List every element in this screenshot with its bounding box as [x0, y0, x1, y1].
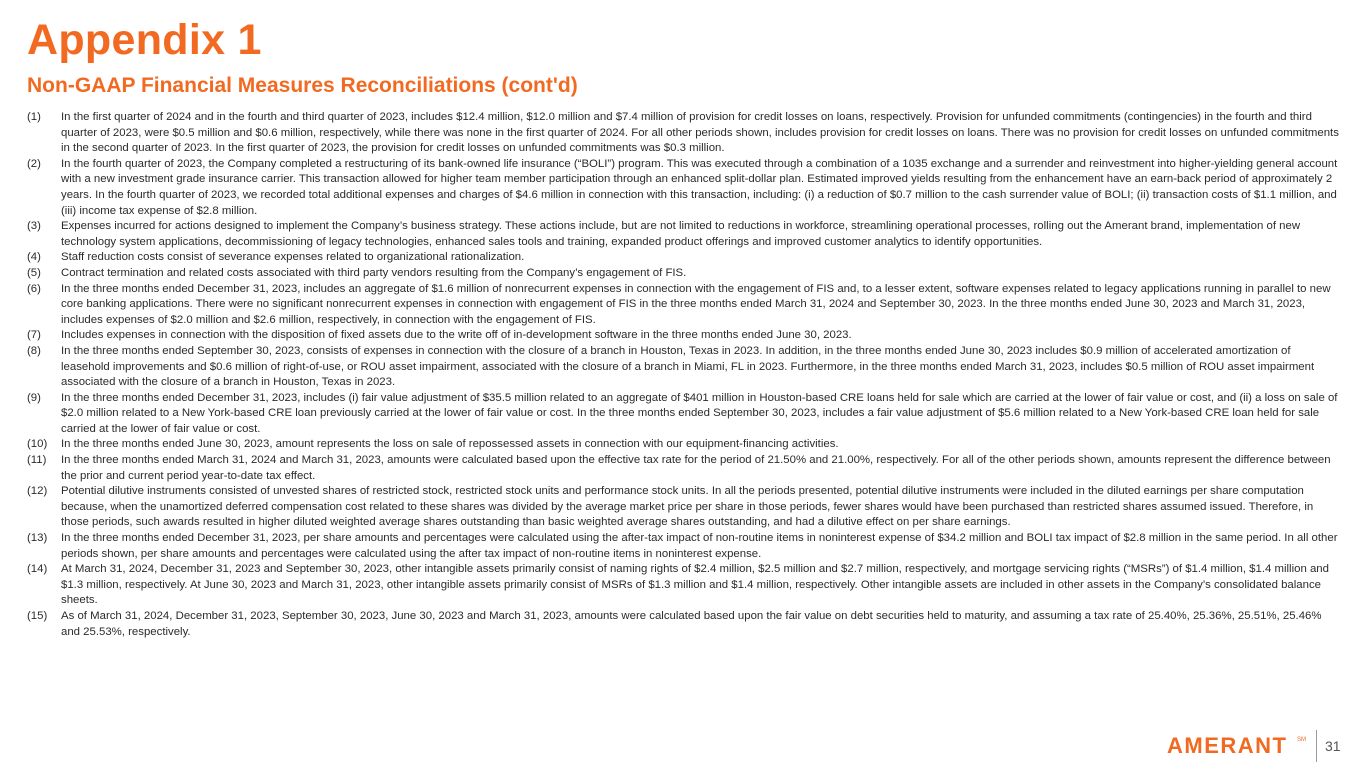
footnote-text: Contract termination and related costs associated with third party vendors resulting from the Company’s engagement of FIS.	[61, 266, 687, 279]
footnote-text: In the three months ended March 31, 2024 and March 31, 2023, amounts were calculated based upon the effective tax rate for the period of 21.50% and 21.00%, respectively. For all of the other periods shown, amounts represent the difference between the prior and current period year-to-date tax effect.	[61, 454, 1331, 482]
footnote-text: Expenses incurred for actions designed to implement the Company’s business strategy. These actions include, but are not limited to reductions in workforce, streamlining operational processes, rolling out the Amerant brand, implementation of new technology system applications, decommissioning of legacy technologies, enhanced sales tools and training, expanded product offerings and improved customer analytics to identify opportunities.	[61, 220, 1301, 248]
footnote-text: In the fourth quarter of 2023, the Company completed a restructuring of its bank-owned life insurance (“BOLI”) program. This was executed through a combination of a 1035 exchange and a surrender and reinvestment into higher-yielding general account with a new investment grade insurance carrier. This transaction allowed for higher team member participation through an enhanced split-dollar plan. Estimated improved yields resulting from the enhancement have an earn-back period of approximately 2 years. In the fourth quarter of 2023, we recorded total additional expenses and charges of $4.6 million in connection with this transaction, including: (i) a reduction of $0.7 million to the cash surrender value of BOLI; (ii) transaction costs of $1.1 million, and (iii) income tax expense of $2.8 million.	[61, 157, 1338, 217]
footnote-number: (15)	[27, 610, 48, 622]
footnote-item	[27, 391, 1339, 438]
footnote-item	[27, 484, 1339, 531]
footnote-text: Potential dilutive instruments consisted of unvested shares of restricted stock, restricted stock units and performance stock units. In all the periods presented, potential dilutive instruments were included in the diluted earnings per share computation because, when the unamortized deferred compensation cost related to these shares was divided by the average market price per share in those periods, fewer shares would have been purchased than restricted shares assumed issued. Therefore, in those periods, such awards resulted in higher diluted weighted average shares outstanding than basic weighted average shares outstanding, and had a dilutive effect on per share earnings.	[61, 485, 1314, 529]
footnote-number: (14)	[27, 563, 48, 576]
footer-divider	[1316, 730, 1317, 762]
footnote-number: (11)	[27, 454, 47, 467]
footnote-item	[27, 437, 1339, 453]
footnote-text: In the first quarter of 2024 and in the fourth and third quarter of 2023, includes $12.4 million, $12.0 million and $7.4 million of provision for credit losses on loans, respectively. Provision for unfunded commitments (contingencies) in the fourth and third quarter of 2023, were $0.5 million and $0.6 million, respectively, while there was none in the first quarter of 2024. For all other periods shown, includes provision for credit losses on loans. There was no provision for credit losses on unfunded commitments in the second quarter of 2023. In the first quarter of 2023, the provision for credit losses on unfunded commitments was $0.3 million.	[61, 111, 1339, 155]
footnote-text: In the three months ended December 31, 2023, includes an aggregate of $1.6 million of nonrecurrent expenses in connection with the engagement of FIS and, to a lesser extent, software expenses related to legacy applications running in parallel to new core banking applications. There were no significant nonrecurrent expenses in connection with engagement of FIS in the three months ended March 31, 2024 and September 30, 2023. In the three months ended June 30, 2023 and March 31, 2023, includes expenses of $2.0 million and $2.6 million, respectively, in connection with the engagement of FIS.	[61, 282, 1331, 326]
footnote-item	[27, 157, 1339, 219]
footnote-number: (10)	[27, 438, 48, 451]
footnote-item	[27, 110, 1339, 157]
footnote-item	[27, 266, 1339, 282]
footnote-number: (4)	[27, 251, 41, 264]
footnote-number: (7)	[27, 329, 41, 342]
footnote-text: At March 31, 2024, December 31, 2023 and September 30, 2023, other intangible assets primarily consist of naming rights of $2.4 million, $2.5 million and $2.7 million, respectively, and mortgage servicing rights (“MSRs”) of $1.4 million, $1.4 million and $1.3 million, respectively. At June 30, 2023 and March 31, 2023, other intangible assets primarily consist of MSRs of $1.3 million and $1.4 million, respectively. Other intangible assets are included in other assets in the Company’s consolidated balance sheets.	[61, 563, 1329, 607]
footnote-item	[27, 453, 1339, 484]
page-number: 31	[1325, 738, 1341, 754]
footnote-number: (2)	[27, 157, 41, 170]
footnote-text: As of March 31, 2024, December 31, 2023, September 30, 2023, June 30, 2023 and March 31, 2023, amounts were calculated based upon the fair value on debt securities held to maturity, and assuming a tax rate of 25.40%, 25.36%, 25.51%, 25.46% and 25.53%, respectively.	[61, 610, 1322, 638]
footnotes-list	[27, 110, 1339, 640]
footnote-item	[27, 609, 1339, 640]
footnote-text: Includes expenses in connection with the disposition of fixed assets due to the write off of in-development software in the three months ended June 30, 2023.	[61, 329, 852, 342]
footnote-item	[27, 250, 1339, 266]
footnote-text: In the three months ended September 30, 2023, consists of expenses in connection with the closure of a branch in Houston, Texas in 2023. In addition, in the three months ended June 30, 2023 includes $0.9 million of accelerated amortization of leasehold improvements and $0.6 million of right-of-use, or ROU asset impairment, associated with the closure of a branch in Miami, FL in 2023. Furthermore, in the three months ended March 31, 2023, includes $0.5 million of ROU asset impairment associated with the closure of a branch in Houston, Texas in 2023.	[61, 344, 1315, 389]
footnote-number: (9)	[27, 391, 41, 404]
footnote-text: Staff reduction costs consist of severance expenses related to organizational rationalization.	[61, 251, 525, 264]
svg-text:AMERANT: AMERANT	[1167, 734, 1288, 756]
page-subtitle: Non-GAAP Financial Measures Reconciliations (cont'd)	[27, 74, 578, 97]
footnote-item	[27, 344, 1339, 391]
amerant-logo	[1167, 734, 1307, 756]
footnote-number: (12)	[27, 485, 48, 498]
footnote-number: (6)	[27, 282, 41, 295]
footnote-number: (3)	[27, 220, 41, 233]
footnote-number: (13)	[27, 532, 48, 545]
footnote-item	[27, 328, 1339, 344]
footnote-text: In the three months ended June 30, 2023, amount represents the loss on sale of repossessed assets in connection with our equipment-financing activities.	[61, 438, 839, 451]
footnote-number: (8)	[27, 344, 41, 357]
footnote-number: (5)	[27, 266, 41, 279]
footnote-item	[27, 219, 1339, 250]
svg-text:SM: SM	[1297, 737, 1306, 743]
footnote-item	[27, 562, 1339, 609]
footnote-number: (1)	[27, 111, 41, 123]
footnote-text: In the three months ended December 31, 2023, includes (i) fair value adjustment of $35.5 million related to an aggregate of $401 million in Houston-based CRE loans held for sale which are carried at the lower of fair value or cost, and (ii) a loss on sale of $2.0 million related to a New York-based CRE loan previously carried at the lower of fair value or cost. In the three months ended September 30, 2023, includes a fair value adjustment of $5.6 million related to a New York-based CRE loan held for sale carried at the lower of fair value or cost.	[61, 391, 1338, 435]
footnote-item	[27, 531, 1339, 562]
footnote-item	[27, 282, 1339, 329]
page-title: Appendix 1	[27, 16, 262, 64]
footnote-text: In the three months ended December 31, 2023, per share amounts and percentages were calculated using the after-tax impact of non-routine items in noninterest expense of $34.2 million and BOLI tax impact of $2.8 million in the same period. In all other periods shown, per share amounts and percentages were calculated using the after tax impact of non-routine items in noninterest expense.	[61, 532, 1338, 560]
